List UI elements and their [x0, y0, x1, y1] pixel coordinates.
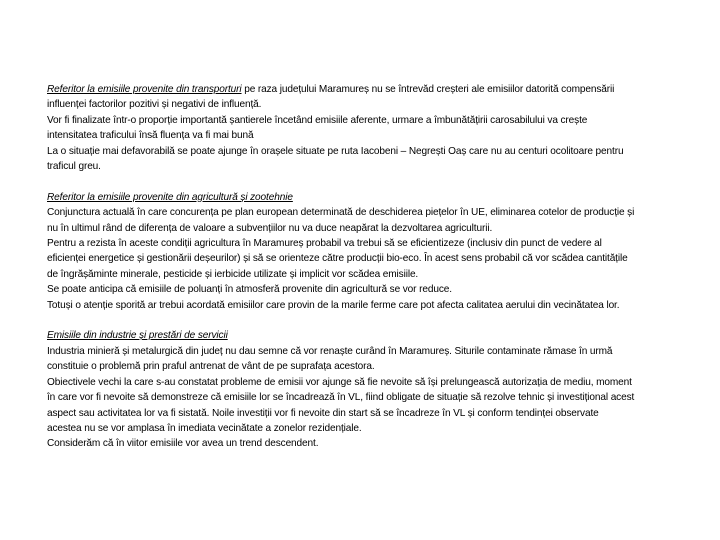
paragraph-line: Industria minieră și metalurgică din județ nu dau semne că vor renaște curând în Maramureș. Siturile contaminate rămase în urmă	[47, 345, 613, 357]
paragraph-line: traficul greu.	[47, 161, 101, 173]
paragraph-text: pe raza județului Maramureș nu se întrevăd creșteri ale emisiilor datorită compensării	[241, 84, 615, 95]
section-heading-industry	[47, 328, 709, 343]
section-heading-transport: Referitor la emisiile provenite din transporturi	[47, 84, 242, 95]
section-heading-text: Emisiile din industrie și prestări de servicii	[47, 330, 228, 342]
section-heading-text: Referitor la emisiile provenite din agricultură și zootehnie	[47, 191, 293, 203]
paragraph-line: Considerăm că în viitor emisiile vor avea un trend descendent.	[47, 438, 319, 450]
paragraph-line: nu în ultimul rând de diferența de valoare a subvențiilor nu va duce neapărat la dezvoltarea agriculturii.	[47, 222, 493, 234]
paragraph-line: eficienței energetice și gestionării deșeurilor) și să se orienteze către producții bio-eco. În acest sens probabil că vor scădea cantitățile	[47, 253, 628, 265]
paragraph-line: La o situație mai defavorabilă se poate ajunge în orașele situate pe ruta Iacobeni – Negrești Oaș care nu au centuri ocolitoare pentru	[47, 145, 624, 157]
section-industry	[47, 328, 709, 451]
paragraph-line: Totuși o atenție sporită ar trebui acordată emisiilor care provin de la marile ferme care pot afecta calitatea aerului din vecinătatea lor.	[47, 299, 620, 311]
paragraph-line: de îngrășăminte minerale, pesticide și ierbicide utilizate și implicit vor scădea emisiile.	[47, 268, 419, 280]
section-agriculture	[47, 190, 709, 313]
paragraph-line: acestea nu se vor amplasa în imediata vecinătate a zonelor rezidențiale.	[47, 422, 362, 434]
paragraph-line: influenței factorilor pozitivi și negativi de influență.	[47, 99, 262, 111]
paragraph-line: în care vor fi nevoite să demonstreze că emisiile lor se încadrează în VL, fiind obligate de situație să rezolve tehnic și investițional acest	[47, 392, 635, 404]
paragraph-line: Se poate anticipa că emisiile de poluanți în atmosferă provenite din agricultură se vor reduce.	[47, 284, 452, 296]
paragraph-line: Vor fi finalizate într-o proporție importantă șantierele încetând emisiile aferente, urmare a îmbunătățirii carosabilului va crește	[47, 114, 588, 126]
paragraph-line: constituie o problemă prin praful antrenat de vânt de pe suprafața acestora.	[47, 361, 375, 373]
document-body	[47, 82, 709, 452]
paragraph-line: aspect sau activitatea lor va fi sistată. Noile investiții vor fi nevoite din start să se încadreze în VL și conform tendinței observate	[47, 407, 599, 419]
section-transport	[47, 82, 709, 174]
paragraph-line	[47, 82, 709, 97]
section-heading-agriculture	[47, 190, 709, 205]
paragraph-line: Conjunctura actuală în care concurența pe plan european determinată de deschiderea piețelor în UE, eliminarea cotelor de producție și	[47, 207, 635, 219]
paragraph-line: intensitatea traficului însă fluența va fi mai bună	[47, 130, 254, 142]
paragraph-line: Obiectivele vechi la care s-au constatat probleme de emisii vor ajunge să fie nevoite să își prelungească autorizația de mediu, moment	[47, 376, 632, 388]
paragraph-line: Pentru a rezista în aceste condiții agricultura în Maramureș probabil va trebui să se eficientizeze (inclusiv din punct de vedere al	[47, 238, 602, 250]
